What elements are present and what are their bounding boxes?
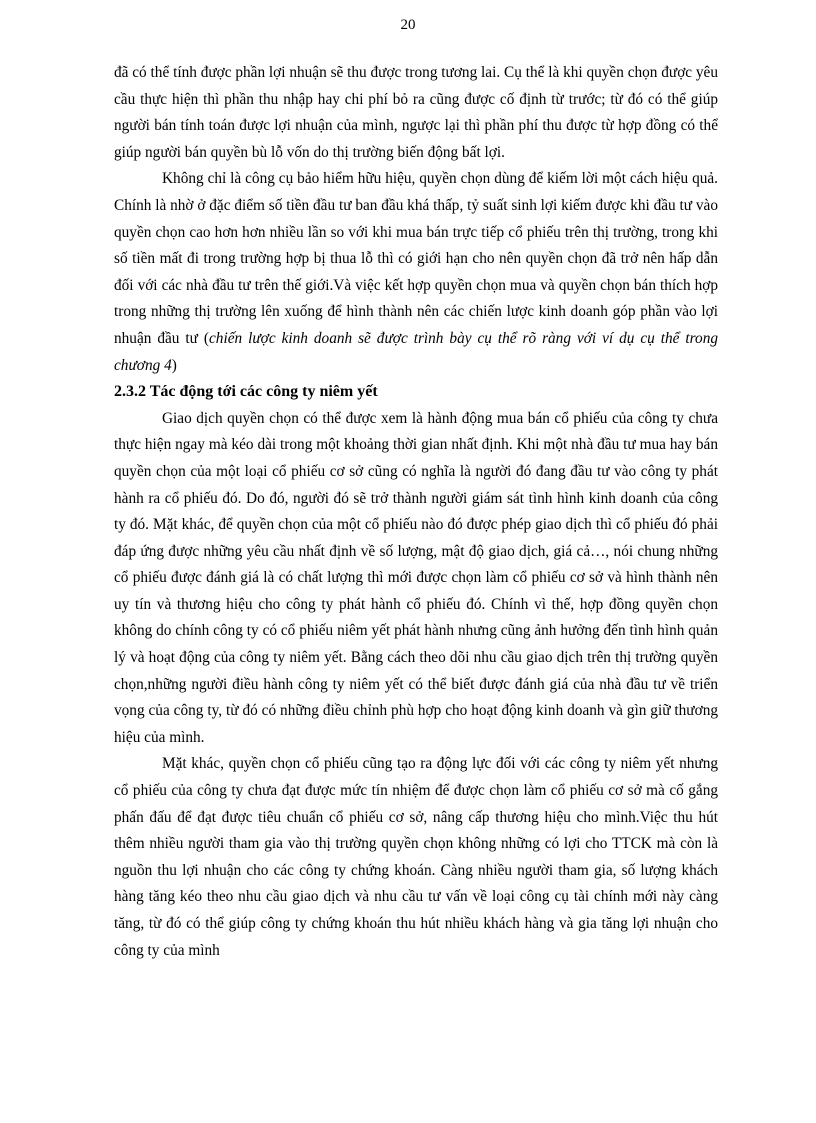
paragraph-2: [114, 166, 718, 379]
page-body: [114, 60, 718, 964]
page-number: 20: [400, 17, 416, 33]
paragraph-4: Mặt khác, quyền chọn cổ phiếu cũng tạo ra động lực đối với các công ty niêm yết nhưng cổ phiếu của công ty chưa đạt được mức tín nhiệm để được chọn làm cổ phiếu cơ sở mà cố gắng phấn đấu để đạt được tiêu chuẩn cổ phiếu cơ sở, nâng cấp thương hiệu cho mình.Việc thu hút thêm nhiều người tham gia vào thị trường quyền chọn không những có lợi cho TTCK mà còn là nguồn thu lợi nhuận cho các công ty chứng khoán. Càng nhiều người tham gia, số lượng khách hàng tăng kéo theo nhu cầu giao dịch và nhu cầu tư vấn về loại công cụ tài chính mới này càng tăng, từ đó có thể giúp công ty chứng khoán thu hút nhiều khách hàng và gia tăng lợi nhuận cho công ty của mình: [114, 755, 718, 959]
paragraph-1: đã có thể tính được phần lợi nhuận sẽ thu được trong tương lai. Cụ thể là khi quyền chọn được yêu cầu thực hiện thì phần thu nhập hay chi phí bỏ ra cũng được cố định từ trước; từ đó có thể giúp người bán tính toán được lợi nhuận của mình, ngược lại thì phần phí thu được từ hợp đồng có thể giúp người bán quyền bù lỗ vốn do thị trường biến động bất lợi.: [114, 64, 718, 161]
paragraph-2-italic-note: chiến lược kinh doanh sẽ được trình bày cụ thể rõ ràng với ví dụ cụ thể trong chương 4: [114, 329, 718, 374]
paragraph-2-text: Không chỉ là công cụ bảo hiểm hữu hiệu, quyền chọn dùng để kiếm lời một cách hiệu quả. Chính là nhờ ở đặc điểm số tiền đầu tư ban đầu khá thấp, tỷ suất sinh lợi kiếm được khi đầu tư vào quyền chọn cao hơn hơn nhiều lần so với khi mua bán trực tiếp cổ phiếu trên thị trường, trong khi số tiền mất đi trong trường hợp bị thua lỗ thì có giới hạn cho nên quyền chọn đã trở nên hấp dẫn đối với các nhà đầu tư trên thế giới.Và việc kết hợp quyền chọn mua và quyền chọn bán thích hợp trong những thị trường lên xuống để hình thành nên các chiến lược kinh doanh góp phần vào lợi nhuận đầu tư (: [114, 170, 718, 347]
paragraph-2-close: ): [171, 356, 177, 374]
paragraph-3: Giao dịch quyền chọn có thể được xem là hành động mua bán cổ phiếu của công ty chưa thực hiện ngay mà kéo dài trong một khoảng thời gian nhất định. Khi một nhà đầu tư mua hay bán quyền chọn của một loại cổ phiếu cơ sở cũng có nghĩa là người đó đang đầu tư vào công ty phát hành ra cổ phiếu đó. Do đó, người đó sẽ trở thành người giám sát tình hình kinh doanh của công ty đó. Mặt khác, để quyền chọn của một cổ phiếu nào đó được phép giao dịch thì cổ phiếu đó phải đáp ứng được những yêu cầu nhất định về số lượng, mật độ giao dịch, giá cả…, nói chung những cổ phiếu được đánh giá là có chất lượng thì mới được chọn làm cổ phiếu cơ sở và hình thành nên uy tín và thương hiệu cho công ty phát hành cổ phiếu đó. Chính vì thế, hợp đồng quyền chọn không do chính công ty có cổ phiếu niêm yết phát hành nhưng cũng ảnh hưởng đến tình hình quản lý và hoạt động của công ty niêm yết. Bằng cách theo dõi nhu cầu giao dịch trên thị trường quyền chọn,những người điều hành công ty niêm yết có thể biết được đánh giá của nhà đầu tư về triển vọng của công ty, từ đó có những điều chỉnh phù hợp cho hoạt động kinh doanh và gìn giữ thương hiệu của mình.: [114, 409, 718, 746]
section-heading: 2.3.2 Tác động tới các công ty niêm yết: [114, 383, 378, 401]
